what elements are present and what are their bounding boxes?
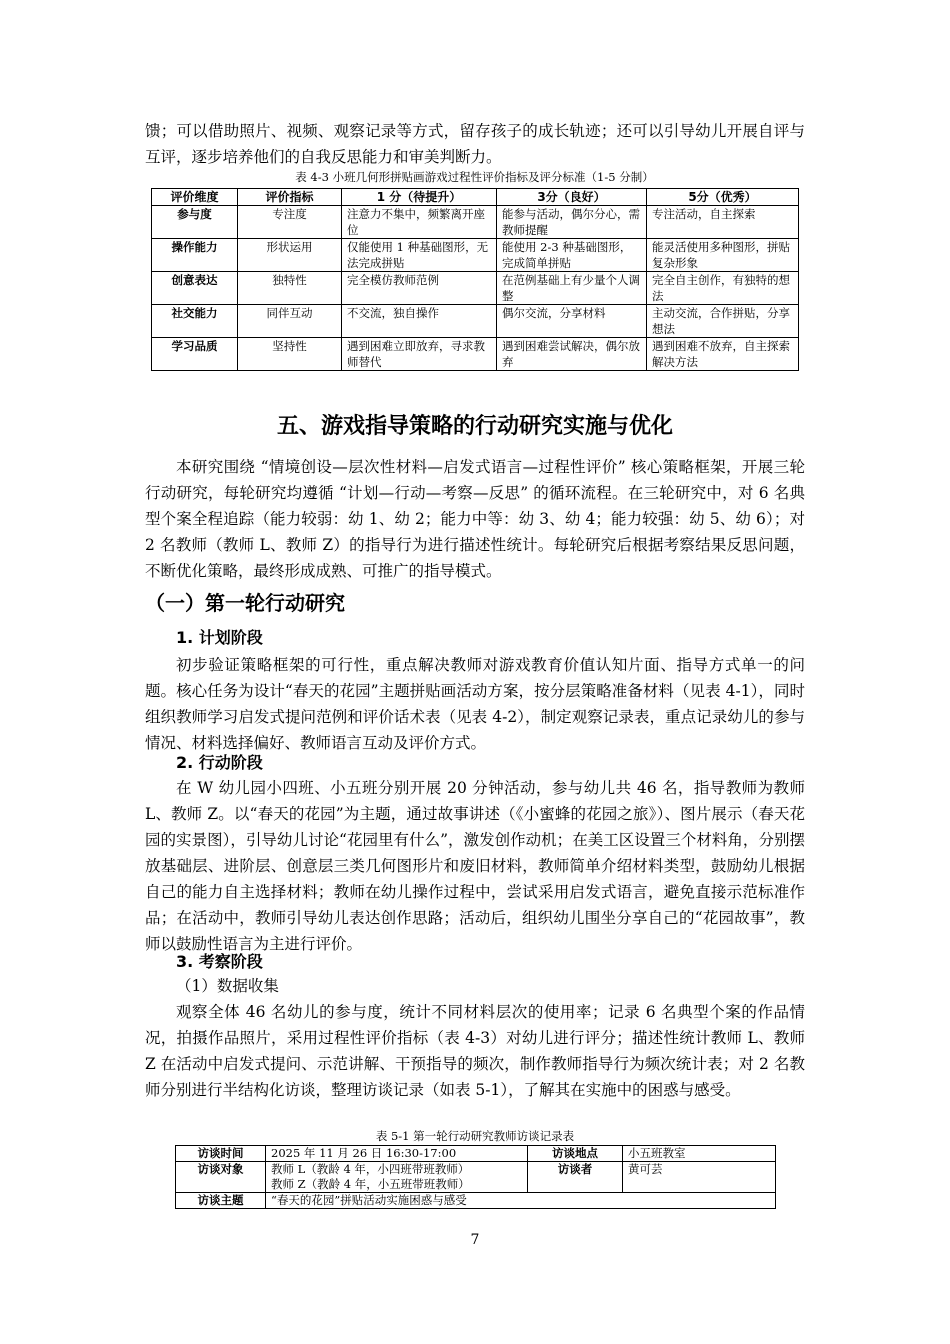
table-cell: 主动交流，合作拼贴，分享想法 <box>647 305 799 338</box>
table-cell: 创意表达 <box>152 272 238 305</box>
stage-3-title: 3. 考察阶段 <box>176 952 263 971</box>
table-row <box>152 206 799 239</box>
table-cell: 能灵活使用多种图形，拼贴复杂形象 <box>647 239 799 272</box>
table-cell: 能参与活动，偶尔分心，需教师提醒 <box>497 206 647 239</box>
table-cell: 遇到困难尝试解决，偶尔放弃 <box>497 338 647 371</box>
interview-subject-label: 访谈对象 <box>176 1162 266 1193</box>
interview-subject-value <box>266 1162 528 1193</box>
table-4-3-caption: 表 4-3 小班几何形拼贴画游戏过程性评价指标及评分标准（1-5 分制） <box>295 170 654 184</box>
table-cell: 注意力不集中，频繁离开座位 <box>342 206 497 239</box>
table-row <box>176 1146 776 1162</box>
stage-2-title: 2. 行动阶段 <box>176 753 263 772</box>
interview-place-label: 访谈地点 <box>528 1146 623 1162</box>
stage-1-paragraph: 初步验证策略框架的可行性，重点解决教师对游戏教育价值认知片面、指导方式单一的问题。核心任务为设计“春天的花园”主题拼贴画活动方案，按分层策略准备材料（见表 4-1），同时组织教师学习启发式提问范例和评价话术表（见表 4-2），制定观察记录表，重点记录幼儿的参与情况、材料选择偏好、教师语言互动及评价方式。 <box>145 656 805 752</box>
stage-3-paragraph: 观察全体 46 名幼儿的参与度，统计不同材料层次的使用率；记录 6 名典型个案的作品情况，拍摄作品照片，采用过程性评价指标（表 4-3）对幼儿进行评分；描述性统计教师 L、教师 Z 在活动中启发式提问、示范讲解、干预指导的频次，制作教师指导行为频次统计表；对 2 名教师分别进行半结构化访谈，整理访谈记录（如表 5-1），了解其在实施中的困惑与感受。 <box>145 1003 805 1099</box>
interview-time-label: 访谈时间 <box>176 1146 266 1162</box>
table-cell: 参与度 <box>152 206 238 239</box>
section-title: 五、游戏指导策略的行动研究实施与优化 <box>276 414 673 439</box>
table-row <box>152 239 799 272</box>
table-cell: 偶尔交流，分享材料 <box>497 305 647 338</box>
intro-paragraph: 馈；可以借助照片、视频、观察记录等方式，留存孩子的成长轨迹；还可以引导幼儿开展自评与互评，逐步培养他们的自我反思能力和审美判断力。 <box>145 122 805 166</box>
interview-topic-label: 访谈主题 <box>176 1193 266 1209</box>
interview-time-value: 2025 年 11 月 26 日 16:30-17:00 <box>266 1146 528 1162</box>
table-cell: 不交流，独自操作 <box>342 305 497 338</box>
header-score-5: 5分（优秀） <box>647 189 799 206</box>
stage-3-subheading: （1）数据收集 <box>176 977 279 995</box>
table-cell: 操作能力 <box>152 239 238 272</box>
page-number: 7 <box>470 1232 480 1248</box>
table-cell: 完全自主创作，有独特的想法 <box>647 272 799 305</box>
table-row <box>176 1193 776 1209</box>
table-cell: 形状运用 <box>238 239 342 272</box>
interview-topic-value: “春天的花园”拼贴活动实施困惑与感受 <box>266 1193 776 1209</box>
section-paragraph: 本研究围绕 “情境创设—层次性材料—启发式语言—过程性评价” 核心策略框架，开展三轮行动研究，每轮研究均遵循 “计划—行动—考察—反思” 的循环流程。在三轮研究中，对 6 名典型个案全程追踪（能力较弱：幼 1、幼 2；能力中等：幼 3、幼 4；能力较强：幼 5、幼 6）；对 2 名教师（教师 L、教师 Z）的指导行为进行描述性统计。每轮研究后根据考察结果反思问题，不断优化策略，最终形成成熟、可推广的指导模式。 <box>145 458 805 580</box>
table-cell: 坚持性 <box>238 338 342 371</box>
header-score-1: 1 分（待提升） <box>342 189 497 206</box>
interview-subject-line: 教师 Z（教龄 4 年，小五班带班教师） <box>271 1177 470 1191</box>
table-cell: 遇到困难立即放弃，寻求教师替代 <box>342 338 497 371</box>
table-row <box>152 338 799 371</box>
table-row <box>176 1162 776 1193</box>
table-cell: 能使用 2-3 种基础图形，完成简单拼贴 <box>497 239 647 272</box>
table-cell: 专注度 <box>238 206 342 239</box>
header-score-3: 3分（良好） <box>497 189 647 206</box>
stage-2-paragraph: 在 W 幼儿园小四班、小五班分别开展 20 分钟活动，参与幼儿共 46 名，指导教师为教师 L、教师 Z。以“春天的花园”为主题，通过故事讲述（《小蜜蜂的花园之旅》）、图片展示（春天花园的实景图），引导幼儿讨论“花园里有什么”，激发创作动机；在美工区设置三个材料角，分别摆放基础层、进阶层、创意层三类几何图形片和废旧材料，教师简单介绍材料类型，鼓励幼儿根据自己的能力自主选择材料；教师在幼儿操作过程中，尝试采用启发式语言，避免直接示范标准作品；在活动中，教师引导幼儿表达创作思路；活动后，组织幼儿围坐分享自己的“花园故事”，教师以鼓励性语言为主进行评价。 <box>145 779 805 953</box>
table-cell: 完全模仿教师范例 <box>342 272 497 305</box>
table-row <box>152 272 799 305</box>
interview-subject-line: 教师 L（教龄 4 年，小四班带班教师） <box>271 1162 470 1176</box>
table-cell: 独特性 <box>238 272 342 305</box>
stage-1-title: 1. 计划阶段 <box>176 628 263 647</box>
header-dimension: 评价维度 <box>152 189 238 206</box>
interview-table <box>175 1145 776 1209</box>
table-cell: 同伴互动 <box>238 305 342 338</box>
table-5-1-caption: 表 5-1 第一轮行动研究教师访谈记录表 <box>375 1129 575 1143</box>
table-cell: 遇到困难不放弃，自主探索解决方法 <box>647 338 799 371</box>
subsection-title: （一）第一轮行动研究 <box>145 591 345 615</box>
interviewer-label: 访谈者 <box>528 1162 623 1193</box>
table-row <box>152 305 799 338</box>
table-cell: 社交能力 <box>152 305 238 338</box>
table-cell: 仅能使用 1 种基础图形，无法完成拼贴 <box>342 239 497 272</box>
table-cell: 专注活动，自主探索 <box>647 206 799 239</box>
interviewer-value: 黄可芸 <box>623 1162 776 1193</box>
interview-place-value: 小五班教室 <box>623 1146 776 1162</box>
header-indicator: 评价指标 <box>238 189 342 206</box>
table-header-row <box>152 189 799 206</box>
table-cell: 学习品质 <box>152 338 238 371</box>
table-cell: 在范例基础上有少量个人调整 <box>497 272 647 305</box>
evaluation-table <box>151 188 799 371</box>
